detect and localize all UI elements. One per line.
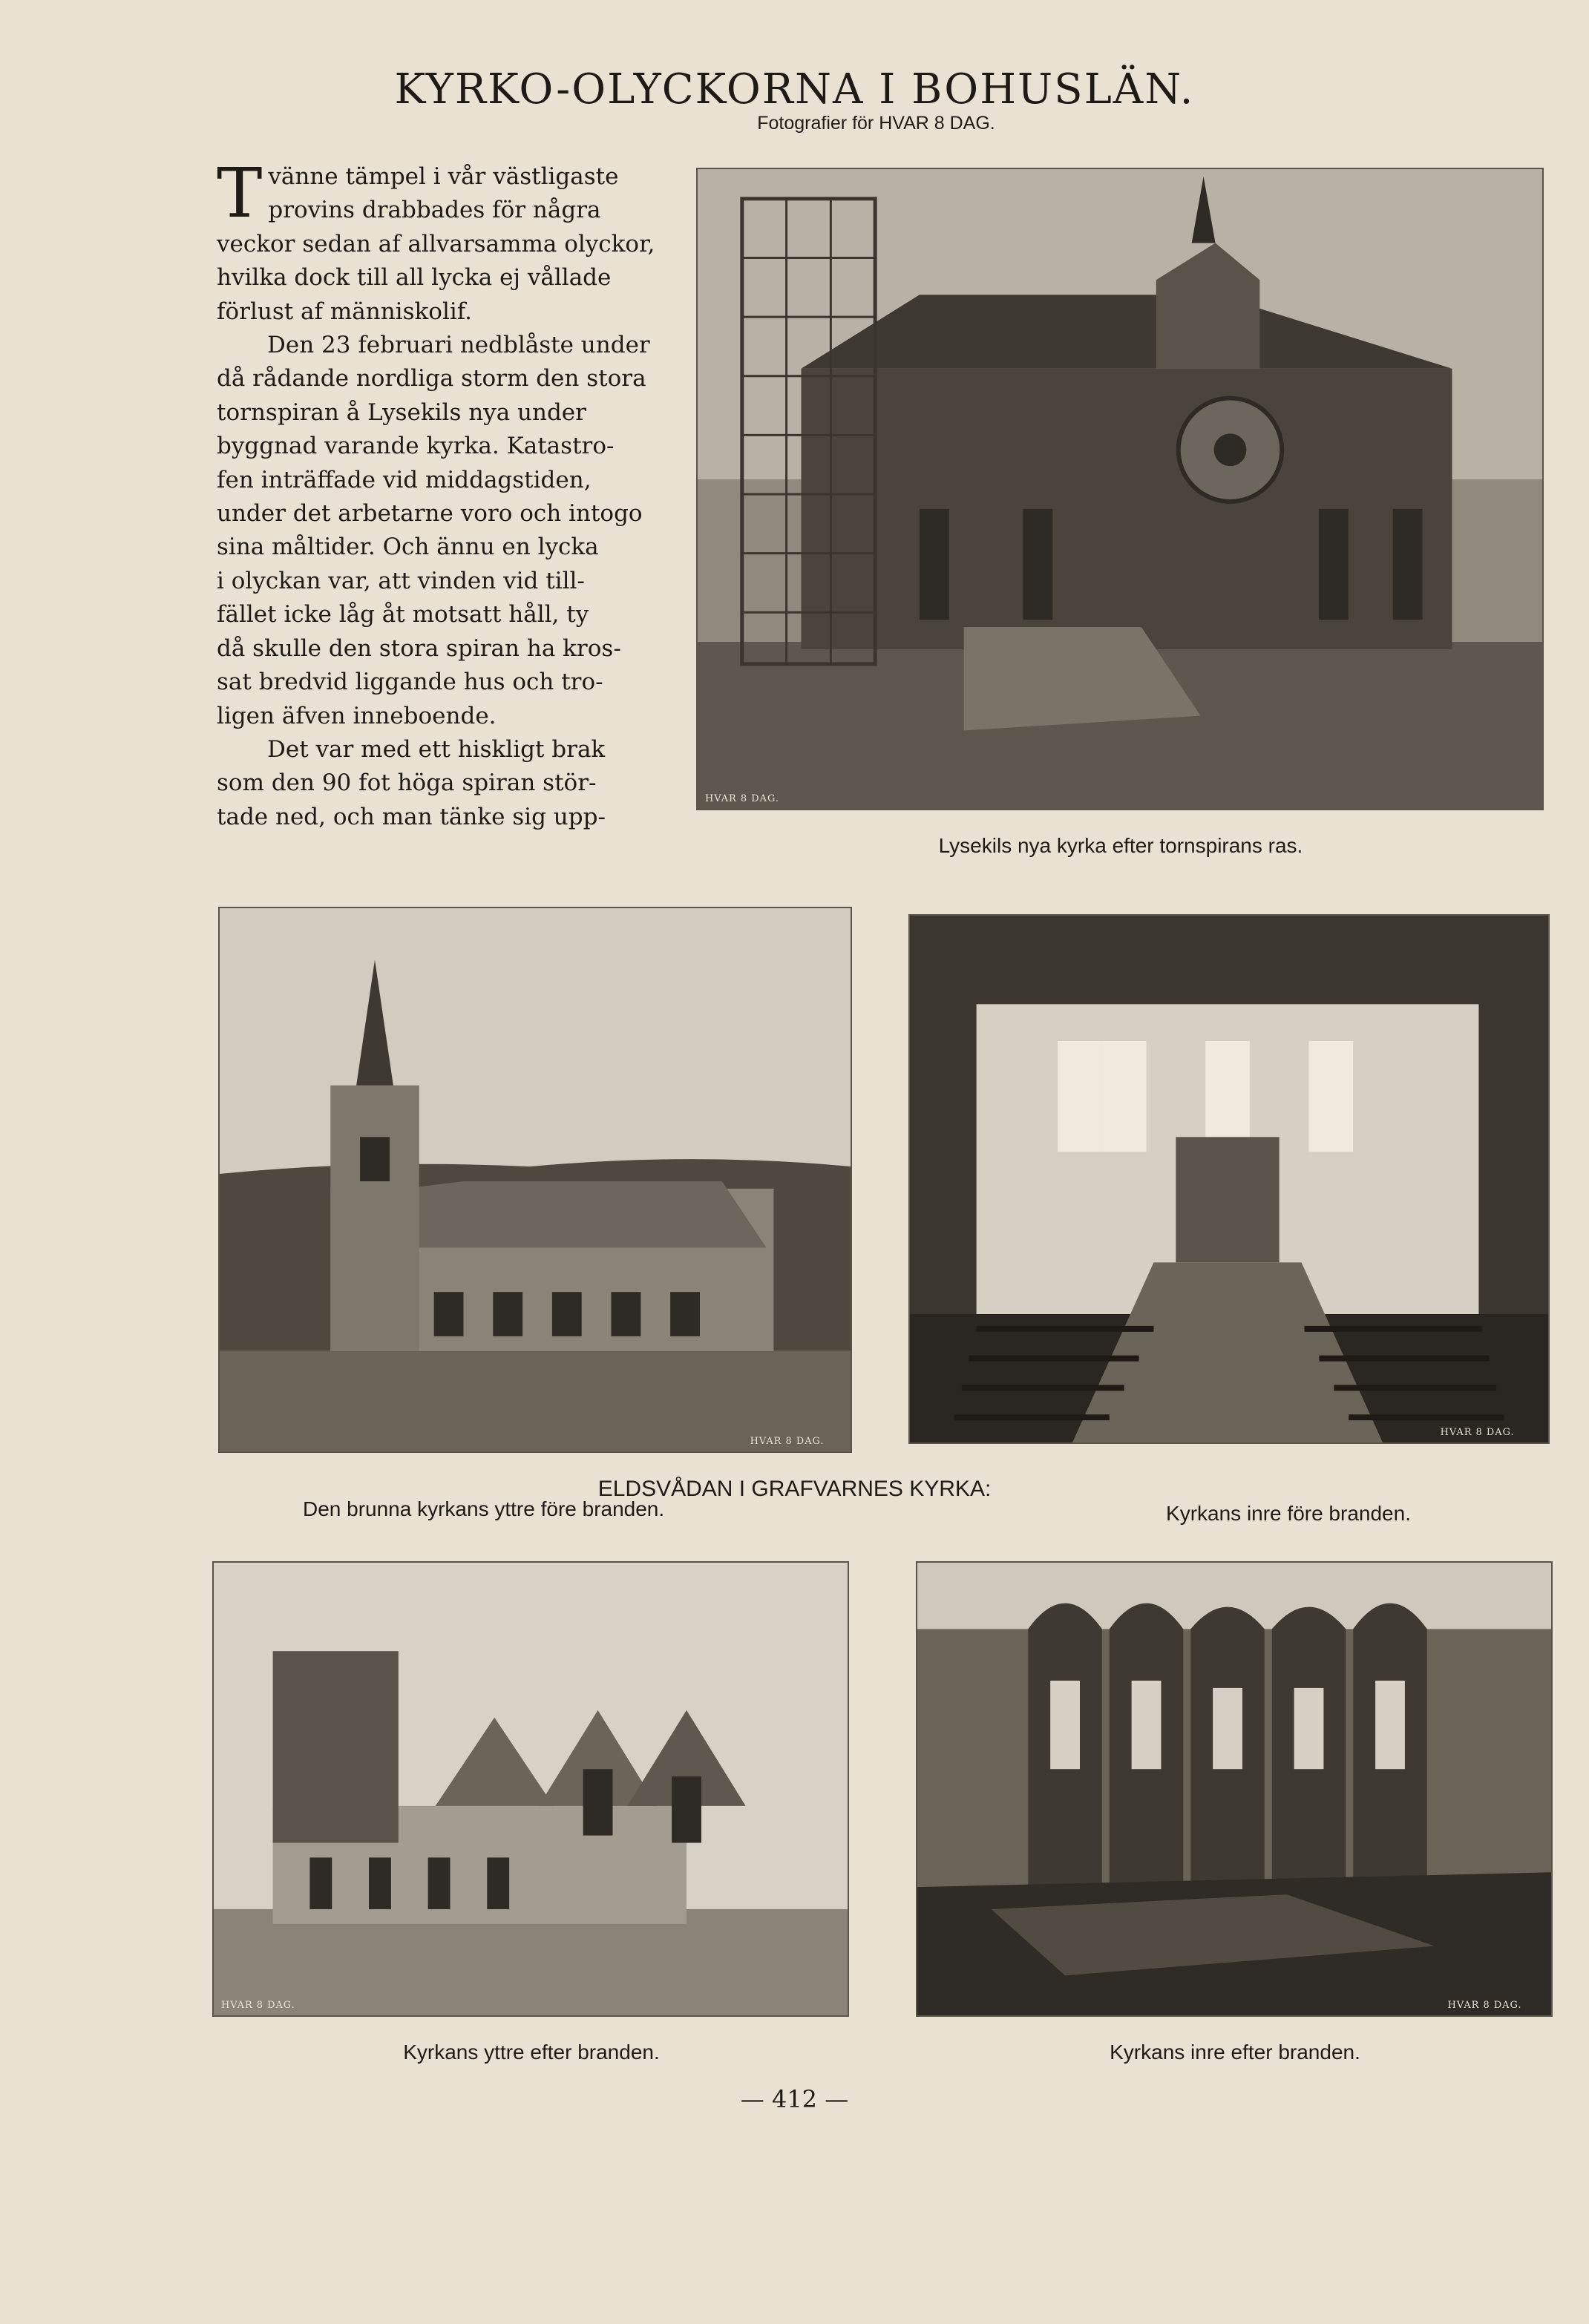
- article-line: fen inträffade vid middagstiden,: [217, 466, 592, 493]
- photo-watermark: HVAR 8 DAG.: [1447, 2000, 1522, 2012]
- article-line: i olyckan var, att vinden vid till-: [217, 567, 585, 594]
- page-title: KYRKO-OLYCKORNA I BOHUSLÄN.: [394, 65, 1195, 114]
- article-line: provins drabbades för några: [268, 197, 601, 224]
- photo-watermark: HVAR 8 DAG.: [1440, 1427, 1515, 1439]
- photo-watermark: HVAR 8 DAG.: [750, 1436, 825, 1448]
- article-paragraph-3: [217, 733, 662, 834]
- article-line: hvilka dock till all lycka ej vållade: [217, 264, 612, 292]
- article-paragraph-1: [217, 154, 662, 329]
- photo-interior-after-fire: [916, 1561, 1553, 2017]
- photo-interior-before-fire: [908, 914, 1550, 1444]
- article-paragraph-2: [217, 329, 662, 733]
- article-line: Det var med ett hiskligt brak: [267, 735, 606, 763]
- article-line: under det arbetarne voro och intogo: [217, 500, 643, 528]
- photo-watermark: HVAR 8 DAG.: [704, 793, 779, 805]
- article-line: vänne tämpel i vår västligaste: [268, 163, 619, 190]
- article-line: som den 90 fot höga spiran stör-: [217, 769, 597, 797]
- photo-lysekil-church: [696, 168, 1544, 810]
- article-line: veckor sedan af allvarsamma olyckor,: [217, 230, 655, 257]
- photo-exterior-after-fire: [212, 1561, 849, 2017]
- photo-watermark: HVAR 8 DAG.: [220, 2000, 295, 2012]
- article-body: [217, 154, 662, 834]
- article-line: fället icke låg åt motsatt håll, ty: [217, 601, 589, 628]
- page-number: — 412 —: [740, 2085, 849, 2113]
- caption-lysekil: Lysekils nya kyrka efter tornspirans ras.: [938, 834, 1303, 857]
- article-line: Den 23 februari nedblåste under: [267, 332, 650, 359]
- group-heading: ELDSVÅDAN I GRAFVARNES KYRKA:: [597, 1477, 992, 1501]
- caption-interior-after: Kyrkans inre efter branden.: [1110, 2041, 1360, 2064]
- article-line: byggnad varande kyrka. Katastro-: [217, 433, 615, 460]
- article-line: då skulle den stora spiran ha kros-: [217, 634, 621, 662]
- caption-exterior-before: Den brunna kyrkans yttre före branden.: [303, 1497, 665, 1520]
- photo-exterior-before-fire: [218, 907, 852, 1453]
- article-line: ligen äfven inneboende.: [217, 702, 497, 729]
- article-line: tornspiran å Lysekils nya under: [217, 398, 586, 426]
- page-subtitle: Fotografier för HVAR 8 DAG.: [757, 113, 995, 134]
- caption-exterior-after: Kyrkans yttre efter branden.: [403, 2041, 660, 2064]
- article-line: sina måltider. Och ännu en lycka: [217, 534, 599, 561]
- article-line: förlust af människolif.: [217, 298, 472, 325]
- article-line: tade ned, och man tänke sig upp-: [217, 803, 606, 830]
- drop-cap: T: [217, 154, 263, 233]
- caption-interior-before: Kyrkans inre före branden.: [1166, 1502, 1411, 1525]
- article-line: sat bredvid liggande hus och tro-: [217, 669, 603, 696]
- article-line: då rådande nordliga storm den stora: [217, 365, 646, 393]
